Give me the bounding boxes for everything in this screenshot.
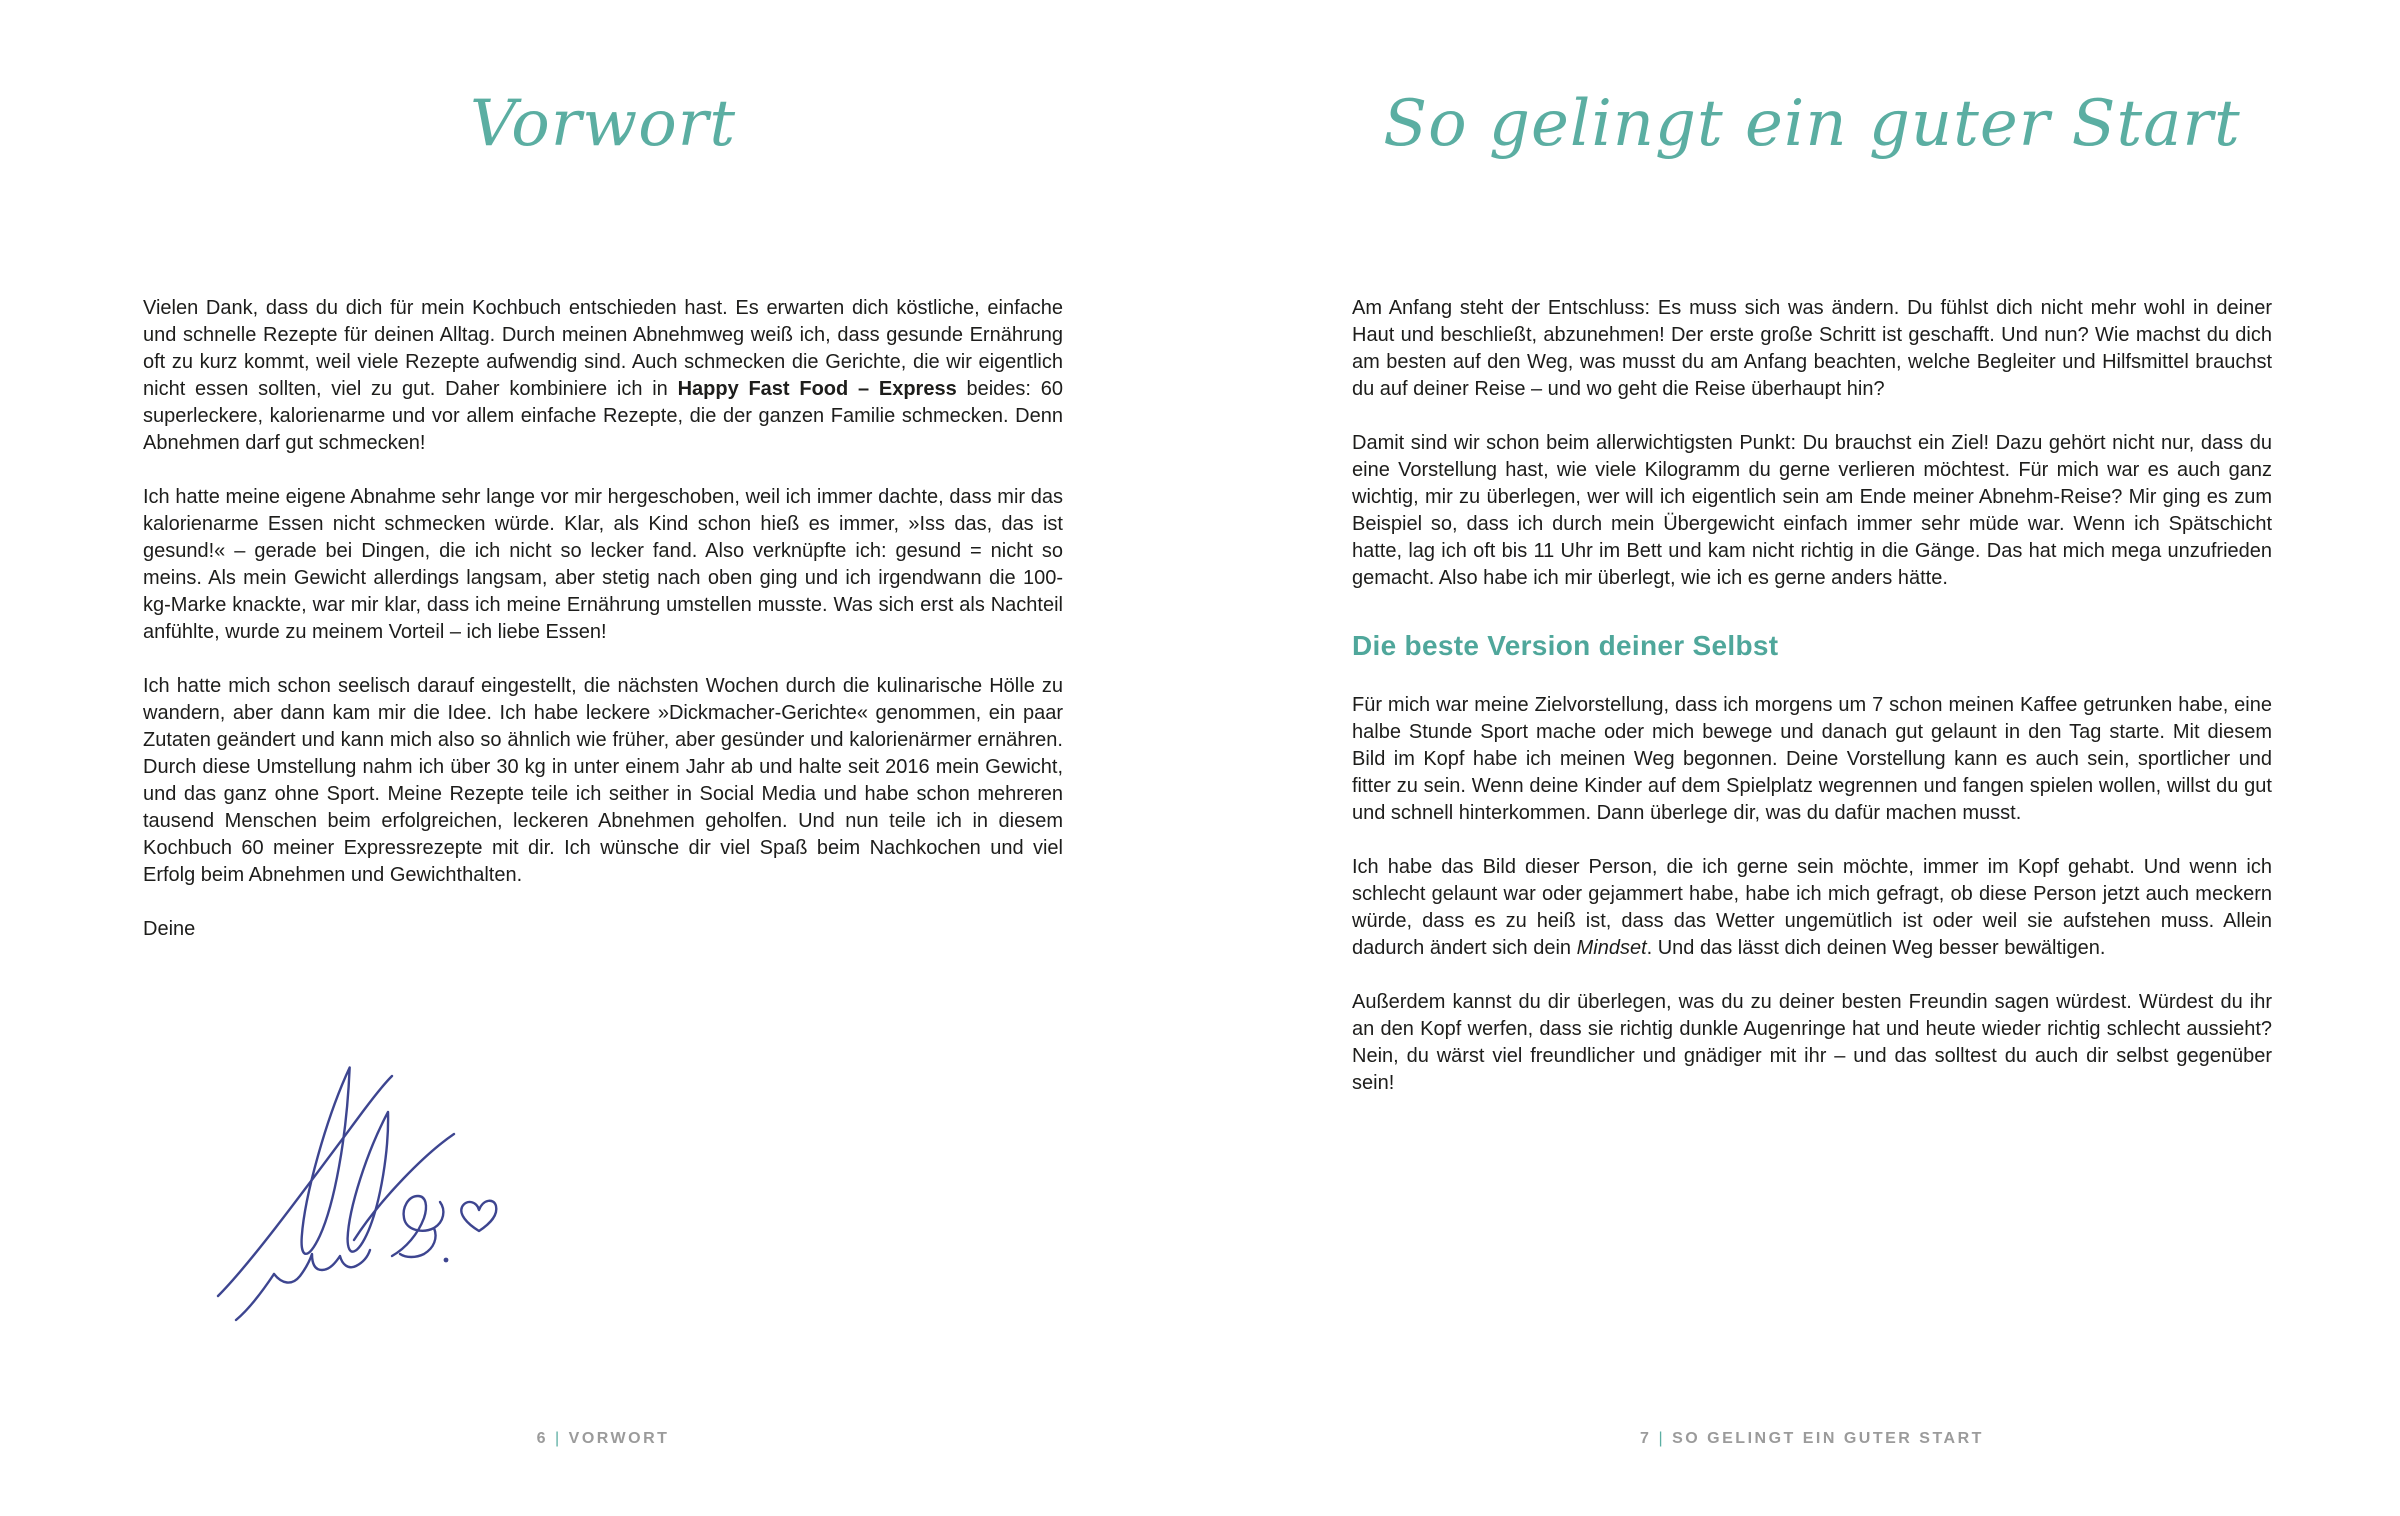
page-number: 6 — [536, 1430, 548, 1447]
right-page — [1200, 0, 2400, 1516]
paragraph: Ich hatte mich schon seelisch darauf eingestellt, die nächsten Wochen durch die kulinarische Hölle zu wandern, aber dann kam mir die Idee. Ich habe leckere »Dickmacher-Gerichte« genommen, ein paar Zutaten geändert und kann mich also so ähnlich wie früher, aber gesünder und kalorienärmer ernähren. Durch diese Umstellung nahm ich über 30 kg in unter einem Jahr ab und halte seit 2016 mein Gewicht, und das ganz ohne Sport. Meine Rezepte teile ich seither in Social Media und habe schon mehreren tausend Menschen beim erfolgreichen, leckeren Abnehmen geholfen. Und nun teile ich in diesem Kochbuch 60 meiner Expressrezepte mit dir. Ich wünsche dir viel Spaß beim Nachkochen und viel Erfolg beim Abnehmen und Gewichthalten. — [143, 675, 1063, 886]
page-title: So gelingt ein guter Start — [1383, 87, 2241, 161]
signature-stroke — [236, 1274, 274, 1320]
page-title: Vorwort — [469, 87, 737, 161]
heart-icon — [461, 1201, 496, 1231]
footer-label: VORWORT — [568, 1430, 670, 1447]
footer-separator: | — [554, 1430, 562, 1447]
page-footer — [143, 1430, 1063, 1454]
signature-stroke — [400, 1228, 436, 1257]
left-page-body — [143, 295, 1063, 970]
signature-stroke — [346, 1109, 390, 1254]
paragraph: Am Anfang steht der Entschluss: Es muss sich was ändern. Du fühlst dich nicht mehr wohl in deiner Haut und beschließt, abzunehmen! Der erste große Schritt ist geschafft. Und nun? Wie machst du dich am besten auf den Weg, was musst du am Anfang beachten, welche Begleiter und Hilfsmittel brauchst du auf deiner Reise – und wo geht die Reise überhaupt hin? — [1352, 297, 2272, 400]
page-footer — [1352, 1430, 2272, 1454]
signature-stroke — [301, 1065, 350, 1256]
signature-stroke — [392, 1196, 443, 1256]
signature-stroke — [354, 1134, 454, 1240]
paragraph: Damit sind wir schon beim allerwichtigsten Punkt: Du brauchst ein Ziel! Dazu gehört nicht nur, dass du eine Vorstellung hast, wie viele Kilogramm du gerne verlieren möchtest. Für mich war es auch ganz wichtig, mir zu überlegen, wer will ich eigentlich sein am Ende meiner Abnehm-Reise? Mir ging es zum Beispiel so, dass ich durch mein Übergewicht einfach immer sehr müde war. Wenn ich Spätschicht hatte, lag ich oft bis 11 Uhr im Bett und kam nicht richtig in die Gänge. Das hat mich mega unzufrieden gemacht. Also habe ich mir überlegt, wie ich es gerne anders hätte. — [1352, 432, 2272, 589]
paragraph: Für mich war meine Zielvorstellung, dass ich morgens um 7 schon meinen Kaffee getrunken habe, eine halbe Stunde Sport mache oder mich bewege und danach gut gelaunt in den Tag starte. Mit diesem Bild im Kopf habe ich meinen Weg begonnen. Deine Vorstellung kann es auch sein, sportlicher und fitter zu sein. Wenn deine Kinder auf dem Spielplatz wegrennen und fangen spielen wollen, willst du gut und schnell hinterkommen. Dann überlege dir, was du dafür machen musst. — [1352, 694, 2272, 824]
signature-stroke — [274, 1250, 370, 1283]
paragraph: Ich hatte meine eigene Abnahme sehr lange vor mir hergeschoben, weil ich immer dachte, dass mir das kalorienarme Essen nicht schmecken würde. Klar, als Kind schon hieß es immer, »Iss das, das ist gesund!« – gerade bei Dingen, die ich nicht so lecker fand. Also verknüpfte ich: gesund = nicht so meins. Als mein Gewicht allerdings langsam, aber stetig nach oben ging und ich irgendwann die 100-kg-Marke knackte, war mir klar, dass ich meine Ernährung umstellen musste. Was sich erst als Nachteil anfühlte, wurde zu meinem Vorteil – ich liebe Essen! — [143, 486, 1063, 643]
signature-dot — [444, 1258, 449, 1263]
paragraph: Außerdem kannst du dir überlegen, was du zu deiner besten Freundin sagen würdest. Würdest du ihr an den Kopf werfen, dass sie richtig dunkle Augenringe hat und heute wieder richtig schlecht aussieht? Nein, du wärst viel freundlicher und gnädiger mit ihr – und das solltest du auch dir selbst gegenüber sein! — [1352, 991, 2272, 1094]
paragraph: Vielen Dank, dass du dich für mein Kochbuch entschieden hast. Es erwarten dich köstliche, einfache und schnelle Rezepte für deinen Alltag. Durch meinen Abnehmweg weiß ich, dass gesunde Ernährung oft zu kurz kommt, weil viele Rezepte aufwendig sind. Auch schmecken die Gerichte, die wir eigentlich nicht essen sollten, viel zu gut. Daher kombiniere ich in Happy Fast Food – Express beides: 60 superleckere, kalorienarme und vor allem einfache Rezepte, die der ganzen Familie schmecken. Denn Abnehmen darf gut schmecken! — [143, 297, 1063, 454]
page-number: 7 — [1640, 1430, 1652, 1447]
section-subheading: Die beste Version deiner Selbst — [1352, 630, 1779, 661]
paragraph: Ich habe das Bild dieser Person, die ich gerne sein möchte, immer im Kopf gehabt. Und wenn ich schlecht gelaunt war oder gejammert habe, habe ich mich gefragt, ob diese Person jetzt auch meckern würde, dass es zu heiß ist, dass das Wetter ungemütlich ist oder weil sie aufstehen muss. Allein dadurch ändert sich dein Mindset. Und das lässt dich deinen Weg besser bewältigen. — [1352, 856, 2272, 959]
signature-stroke — [218, 1076, 392, 1296]
footer-separator: | — [1658, 1430, 1666, 1447]
footer-label: SO GELINGT EIN GUTER START — [1672, 1430, 1984, 1447]
right-page-body — [1352, 295, 2272, 1124]
signature-svg — [196, 1048, 506, 1328]
signature-image — [196, 1048, 506, 1328]
closing-salutation: Deine — [143, 918, 196, 940]
